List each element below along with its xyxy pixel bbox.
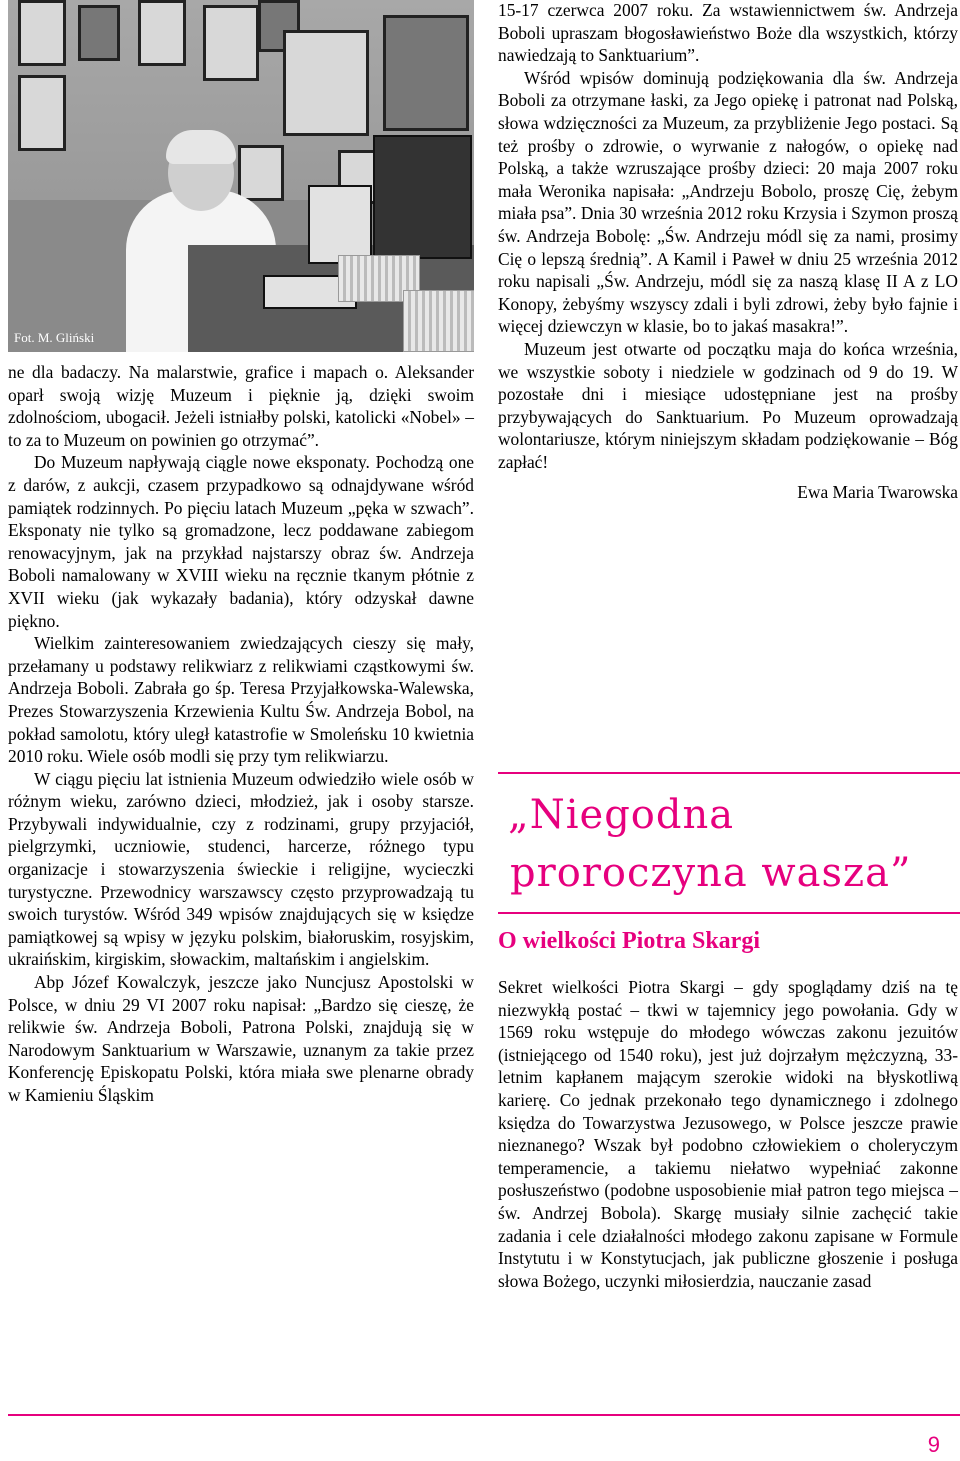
left-paragraph-5: Abp Józef Kowalczyk, jeszcze jako Nuncjusz Apostolski w Polsce, w dniu 29 VI 2007 roku napisał: „Bardzo się cieszę, że relikwie św. Andrzeja Boboli, Patrona Polski, znajdują się w Narodowym Sanktuarium w Warszawie, uznanym za takie przez Konferencję Episkopatu Polski, która miała swe plenarne obrady w Kamieniu Śląskim — [8, 972, 474, 1105]
left-column — [8, 0, 474, 1107]
left-paragraph-3: Wielkim zainteresowaniem zwiedzających cieszy się mały, przełamany u podstawy relikwiarz z relikwiami cząstkowymi św. Andrzeja Boboli. Zabrała go śp. Teresa Przyjałkowska-Walewska, Prezes Stowarzyszenia Krzewienia Kultu Św. Andrzeja Bobol, na pokład samolotu, który uległ katastrofie w Smoleńsku 10 kwietnia 2010 roku. Wiele osób modli się przy tym relikwiarzu. — [8, 633, 474, 767]
museum-photo — [8, 0, 474, 352]
article-top-rule — [498, 772, 960, 774]
right-paragraph-3: Muzeum jest otwarte od początku maja do końca września, we wszystkie soboty i niedziele w godzinach od 9 do 19. W pozostałe dni i miesiące udostępniane jest na prośby przybywających do Sanktuarium. Po Muzeum oprowadzają wolontariusze, którym niniejszym składam podziękowanie – Bóg zapłać! — [498, 338, 958, 472]
article-headline — [508, 786, 948, 902]
headline-line-2: proroczyna wasza” — [510, 850, 912, 896]
photo-credit: Fot. M. Gliński — [14, 330, 95, 345]
left-paragraph-4: W ciągu pięciu lat istnienia Muzeum odwiedziło wiele osób w różnym wieku, zarówno dzieci, młodzież, jak i osoby starsze. Przybywali indywidualnie, czy z rodzinami, grupy przyjaciół, pielgrzymki, uczniowie, studenci, harcerze, różnego typu organizacje i stowarzyszenia świeckie i religijne, wycieczki turystyczne. Przewodnicy warszawscy często przyprowadzają tu swoich turystów. Wśród 349 wpisów znajdujących się w księdze pamiątkowej są wpisy w języku polskim, białoruskim, rosyjskim, ukraińskim, kirgiskim, słowackim, maltańskim i angielskim. — [8, 768, 474, 970]
page-number: 9 — [927, 1432, 940, 1457]
article-subheading: O wielkości Piotra Skargi — [498, 928, 760, 954]
article-body: Sekret wielkości Piotra Skargi – gdy spoglądamy dziś na tę niezwykłą postać – tkwi w tajemnicy jego powołania. Gdy w 1569 roku wstępuje do młodego wówczas zakonu jezuitów (istniejącego od 1540 roku), jest już dojrzałym mężczyzną, 33-letnim kapłanem mającym szerokie widoki na błyskotliwą karierę. Co jednak przekonało tego dynamicznego i zdolnego księdza do Towarzystwa Jezusowego, w Polsce jeszcze prawie nieznanego? Wszak był podobno człowiekiem o choleryczym temperamencie, a takiemu niełatwo wypełniać zakonne posłuszeństwo (podobne usposobienie miał patron tego miejsca – św. Andrzej Bobola). Skargę musiały silnie zachęcić takie zadania i cele działalności młodego zakonu zapisane w Formule Instytutu i w Konstytucjach, jak publiczne głoszenie i posługa słowa Bożego, uczynki miłosierdzia, nauczanie zasad — [498, 977, 958, 1291]
right-paragraph-2: Wśród wpisów dominują podziękowania dla św. Andrzeja Boboli za otrzymane łaski, za Jego opiekę i patronat nad Polską, słowa wdzięczności za Muzeum, za przybliżenie Jego postaci. Są też prośby o zdrowie, o wyrwanie z nałogów, o opiekę nad Polską, a także wzruszające prośby dzieci: 20 maja 2007 roku mała Weronika napisała: „Andrzeju Bobolo, proszę Cię, żebym miała psa”. Dnia 30 września 2012 roku Krzysia i Szymon proszą św. Andrzeja Bobolę: „Św. Andrzeju módl się za nami, prosimy Cię o lepszą średnią”. A Kamil i Paweł w dniu 25 września 2012 roku napisali „Św. Andrzeju, módl się za naszą klasę II A z LO Konopy, żebyśmy wszyscy zdali i byli zdrowi, żeby było fajnie i więcej dziewczyn w klasie, bo to jakaś masakra!”. — [498, 67, 958, 337]
left-paragraph-2: Do Muzeum napływają ciągle nowe eksponaty. Pochodzą one z darów, z aukcji, czasem przypadkowo są odnajdywane wśród pamiątek rodzinnych. Po pięciu latach Muzeum „pęka w szwach”. Eksponaty nie tylko są gromadzone, lecz poddawane zabiegom renowacyjnym, jak na przykład najstarszy obraz św. Andrzeja Boboli namalowany w XVIII wieku na ręcznie tkanym płótnie z XVII wieku (jak wykazały badania), który odzyskał dawne piękno. — [8, 452, 474, 631]
right-paragraph-1: 15-17 czerwca 2007 roku. Za wstawiennictwem św. Andrzeja Boboli upraszam błogosławieństwo Boże dla wszystkich, którzy nawiedzają to Sanktuarium”. — [498, 0, 958, 66]
headline-line-1: „Niegodna — [508, 792, 735, 838]
author-signature: Ewa Maria Twarowska — [797, 482, 958, 503]
left-paragraph-1: ne dla badaczy. Na malarstwie, grafice i mapach o. Aleksander oparł swoją wizję Muzeum i pięknie ją, dzięki swoim zdolnościom, ubogacił. Jeżeli istniałby polski, katolicki «Nobel» – to za to Muzeum on powinien go otrzymać”. — [8, 362, 474, 450]
footer-rule — [8, 1414, 960, 1416]
right-column — [498, 0, 958, 504]
article-headline-rule — [498, 912, 960, 914]
